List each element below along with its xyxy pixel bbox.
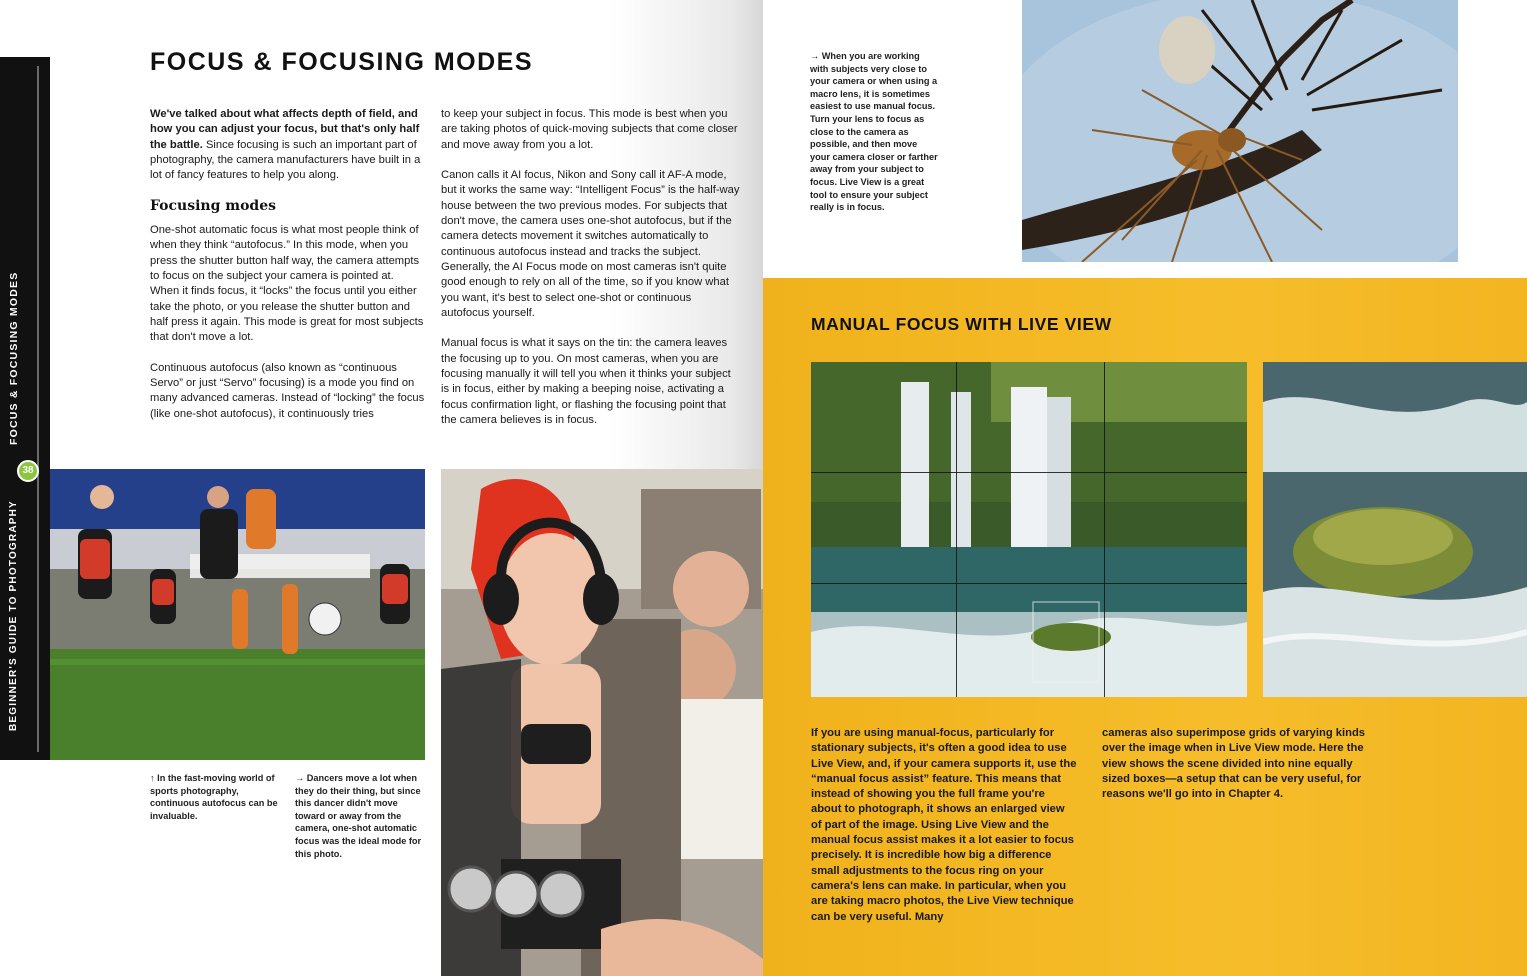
side-tab-book-title: BEGINNER'S GUIDE TO PHOTOGRAPHY bbox=[8, 500, 19, 731]
paragraph-one-shot: One-shot automatic focus is what most people think of when they think “autofocus.” In this mode, when you press the shutter button half way, the camera attempts to focus on the subject your camera is pointed at. When it finds focus, it “locks” the focus until you either take the photo, or you release the shutter button and half press it again. This mode is great for most subjects that don't move a lot. bbox=[150, 224, 424, 344]
live-view-column-1: If you are using manual-focus, particularly for stationary subjects, it's often a good idea to use Live View, and, if your camera supports it, use the “manual focus assist” feature. This means that instead of showing you the full frame you're about to photograph, it shows an enlarged view of part of the image. Using Live View and the manual focus assist makes it a lot easier to focus precisely. It is incredible how big a difference small adjustments to the focus ring on your camera's lens can make. In particular, when you are taking macro photos, the Live View technique can be very useful. Many bbox=[811, 727, 1077, 923]
page-title: FOCUS & FOCUSING MODES bbox=[150, 48, 534, 76]
stream-illustration bbox=[1263, 362, 1527, 697]
paragraph-manual-focus: Manual focus is what it says on the tin: the camera leaves the focusing up to you. On most cameras, when you are focusing manually it will tell you when it thinks your subject is in focus, either by making a beeping noise, activating a focus confirmation light, or flashing the focusing point that the camera believes is in focus. bbox=[441, 337, 731, 426]
paragraph-continuous: Continuous autofocus (also known as “continuous Servo” or just “Servo” focusing) is a mode you find on many advanced cameras. Instead of “locking” the focus (like one-shot autofocus), it continuously tries bbox=[150, 361, 425, 420]
spider-photo bbox=[1022, 0, 1458, 262]
caption-dancer: → Dancers move a lot when they do their thing, but since this dancer didn't move toward or away from the camera, one-shot automatic focus was the ideal mode for this photo. bbox=[295, 773, 422, 859]
caption-spider: → When you are working with subjects very close to your camera or when using a macro lens, it is sometimes easiest to use manual focus. Turn your lens to focus as close to the camera as possible, and then move your camera closer or farther away from your subject to focus. Live View is a great tool to ensure your subject really is in focus. bbox=[810, 51, 938, 213]
paragraph-ai-focus: Canon calls it AI focus, Nikon and Sony call it AF-A mode, but it works the same way: “Intelligent Focus” is the half-way house between the two previous modes. For subjects that don't move, the camera uses one-shot autofocus, but if the camera detects movement it switches automatically to continuous autofocus instead and tracks the subject. Generally, the AI Focus mode on most cameras isn't quite good enough to rely on all of the time, so if you know what you want, it's best to select one-shot or continuous autofocus yourself. bbox=[441, 169, 740, 319]
grid-line-horizontal-1 bbox=[811, 472, 1247, 473]
grid-line-horizontal-2 bbox=[811, 583, 1247, 584]
dancer-illustration bbox=[441, 469, 763, 976]
soccer-illustration bbox=[50, 469, 425, 760]
grid-line-vertical-2 bbox=[1104, 362, 1105, 697]
paragraph-continuous-cont: to keep your subject in focus. This mode is best when you are taking photos of quick-moving subjects that come closer and move away from you a lot. bbox=[441, 108, 738, 151]
waterfall-live-view-photo bbox=[811, 362, 1247, 697]
waterfall-illustration bbox=[811, 362, 1247, 697]
intro-lead: We've talked about what affects depth of field, and how you can adjust your focus, but that's only half the battle. bbox=[150, 108, 420, 151]
page-number-badge: 38 bbox=[17, 460, 39, 482]
live-view-column-2: cameras also superimpose grids of varying kinds over the image when in Live View mode. Here the view shows the scene divided into nine equally sized boxes—a setup that can be very useful, for reasons we'll go into in Chapter 4. bbox=[1102, 727, 1366, 801]
side-tab-chapter-label: FOCUS & FOCUSING MODES bbox=[8, 271, 20, 445]
dancer-photo bbox=[441, 469, 763, 976]
spider-illustration bbox=[1022, 0, 1458, 262]
soccer-photo bbox=[50, 469, 425, 760]
intro-paragraph bbox=[150, 107, 426, 183]
intro-rest: Since focusing is such an important part of photography, the camera manufacturers have built in a lot of fancy features to help you along. bbox=[150, 138, 421, 182]
grid-line-vertical-1 bbox=[956, 362, 957, 697]
body-column-2 bbox=[441, 107, 741, 444]
side-tab-divider bbox=[37, 66, 39, 752]
body-column-1 bbox=[150, 107, 426, 437]
section-title-live-view: MANUAL FOCUS WITH LIVE VIEW bbox=[811, 314, 1112, 334]
caption-soccer: ↑ In the fast-moving world of sports photography, continuous autofocus can be invaluable. bbox=[150, 773, 278, 821]
subhead-focusing-modes: Focusing modes bbox=[150, 197, 276, 214]
stream-closeup-photo bbox=[1263, 362, 1527, 697]
